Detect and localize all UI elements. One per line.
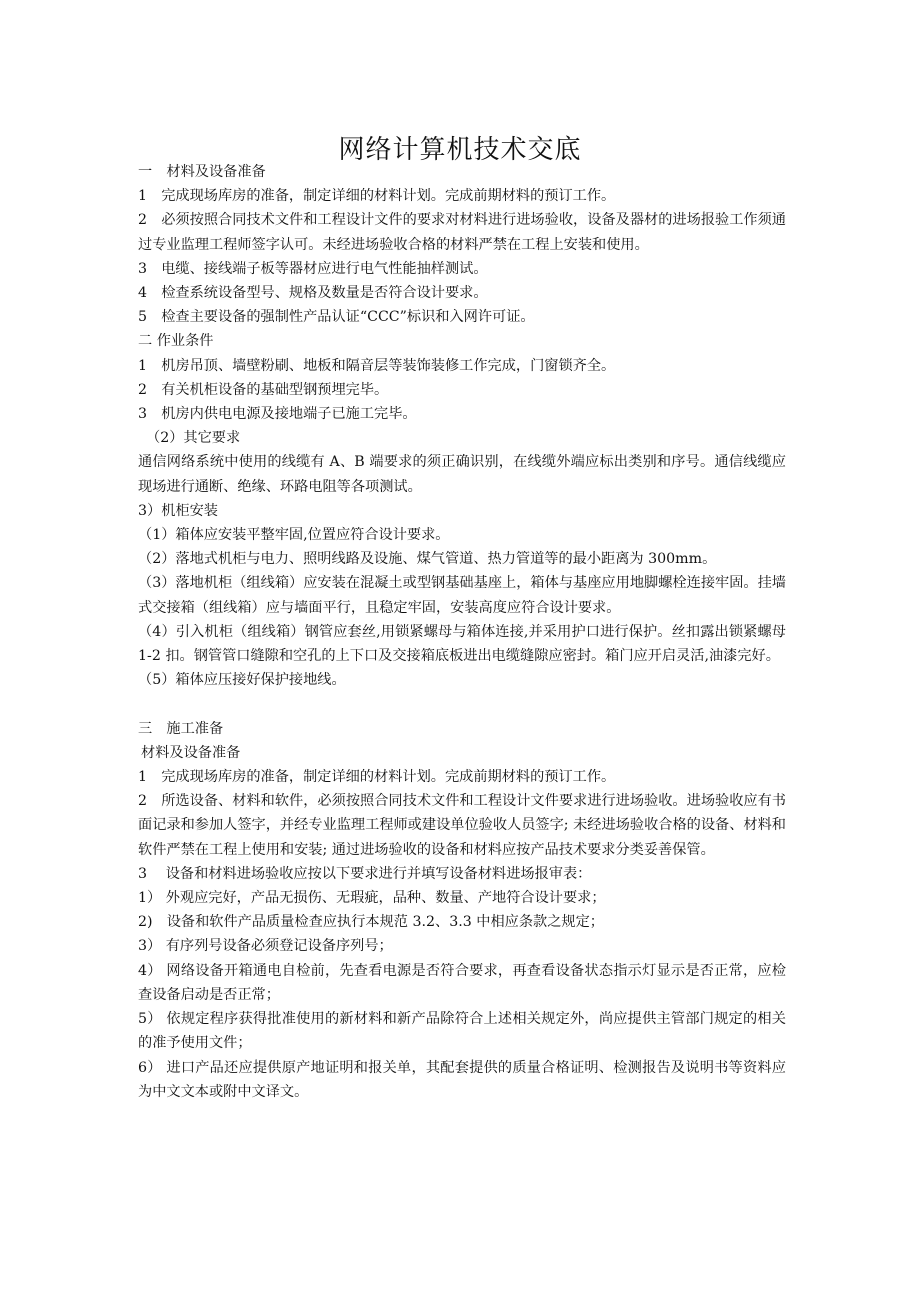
paragraph: （4）引入机柜（组线箱）钢管应套丝,用锁紧螺母与箱体连接,并采用护口进行保护。丝扣露出锁紧螺母 1-2 扣。钢管管口缝隙和空孔的上下口及交接箱底板进出电缆缝隙应密封。箱门应开启灵活,油漆完好。: [138, 623, 786, 665]
paragraph: （1）箱体应安装平整牢固,位置应符合设计要求。: [138, 527, 450, 544]
list-item: 1） 外观应完好，产品无损伤、无瑕疵，品种、数量、产地符合设计要求；: [138, 890, 606, 907]
paragraph: 3 设备和材料进场验收应按以下要求进行并填写设备材料进场报审表：: [138, 865, 592, 882]
paragraph: （2）落地式机柜与电力、照明线路及设施、煤气管道、热力管道等的最小距离为 300mm。: [138, 551, 717, 568]
paragraph: 2 有关机柜设备的基础型钢预埋完毕。: [138, 381, 389, 398]
paragraph: （3）落地机柜（组线箱）应安装在混凝土或型钢基础基座上，箱体与基座应用地脚螺栓连接牢固。挂墙式交接箱（组线箱）应与墙面平行，且稳定牢固，安装高度应符合设计要求。: [138, 575, 786, 616]
document-title: 网络计算机技术交底: [338, 135, 582, 166]
list-item: 6） 进口产品还应提供原产地证明和报关单，其配套提供的质量合格证明、检测报告及说明书等资料应为中文文本或附中文译文。: [138, 1059, 786, 1100]
section-heading: 二 作业条件: [138, 333, 214, 350]
subsection-heading: 3）机柜安装: [138, 502, 218, 519]
paragraph: 1 机房吊顶、墙壁粉刷、地板和隔音层等装饰装修工作完成，门窗锁齐全。: [138, 357, 616, 374]
paragraph: 3 机房内供电电源及接地端子已施工完毕。: [138, 406, 417, 423]
list-item: 3） 有序列号设备必须登记设备序列号；: [138, 938, 393, 955]
list-item: 2) 设备和软件产品质量检查应执行本规范 3.2、3.3 中相应条款之规定；: [138, 914, 604, 931]
paragraph: 4 检查系统设备型号、规格及数量是否符合设计要求。: [138, 285, 488, 302]
paragraph: 3 电缆、接线端子板等器材应进行电气性能抽样测试。: [138, 260, 488, 277]
list-item: 5） 依规定程序获得批准使用的新材料和新产品除符合上述相关规定外，尚应提供主管部门规定的相关的准予使用文件；: [138, 1011, 786, 1052]
paragraph: 5 检查主要设备的强制性产品认证“CCC”标识和入网许可证。: [138, 309, 535, 326]
section-heading: 一 材料及设备准备: [138, 164, 266, 180]
subsection-heading: 材料及设备准备: [141, 744, 241, 761]
subsection-heading: （2）其它要求: [146, 430, 241, 447]
section-heading: 三 施工准备: [138, 720, 224, 737]
paragraph: 2 必须按照合同技术文件和工程设计文件的要求对材料进行进场验收，设备及器材的进场报验工作须通过专业监理工程师签字认可。未经进场验收合格的材料严禁在工程上安装和使用。: [138, 212, 786, 253]
document-body: [138, 160, 786, 1104]
paragraph: （5）箱体应压接好保护接地线。: [138, 672, 346, 689]
paragraph: 通信网络系统中使用的线缆有 A、B 端要求的须正确识别，在线缆外端应标出类别和序号。通信线缆应现场进行通断、绝缘、环路电阻等各项测试。: [138, 454, 786, 495]
list-item: 4） 网络设备开箱通电自检前，先查看电源是否符合要求，再查看设备状态指示灯显示是否正常，应检查设备启动是否正常；: [138, 962, 786, 1003]
paragraph: 1 完成现场库房的准备，制定详细的材料计划。完成前期材料的预订工作。: [138, 188, 616, 205]
blank-line: [138, 692, 786, 716]
paragraph: 2 所选设备、材料和软件，必须按照合同技术文件和工程设计文件要求进行进场验收。进场验收应有书面记录和参加人签字，并经专业监理工程师或建设单位验收人员签字; 未经进场验收合格的设备、材料和软件严禁在工程上使用和安装; 通过进场验收的设备和材料应按产品技术要求分类妥善保管。: [138, 793, 786, 858]
paragraph: 1 完成现场库房的准备，制定详细的材料计划。完成前期材料的预订工作。: [138, 769, 616, 786]
